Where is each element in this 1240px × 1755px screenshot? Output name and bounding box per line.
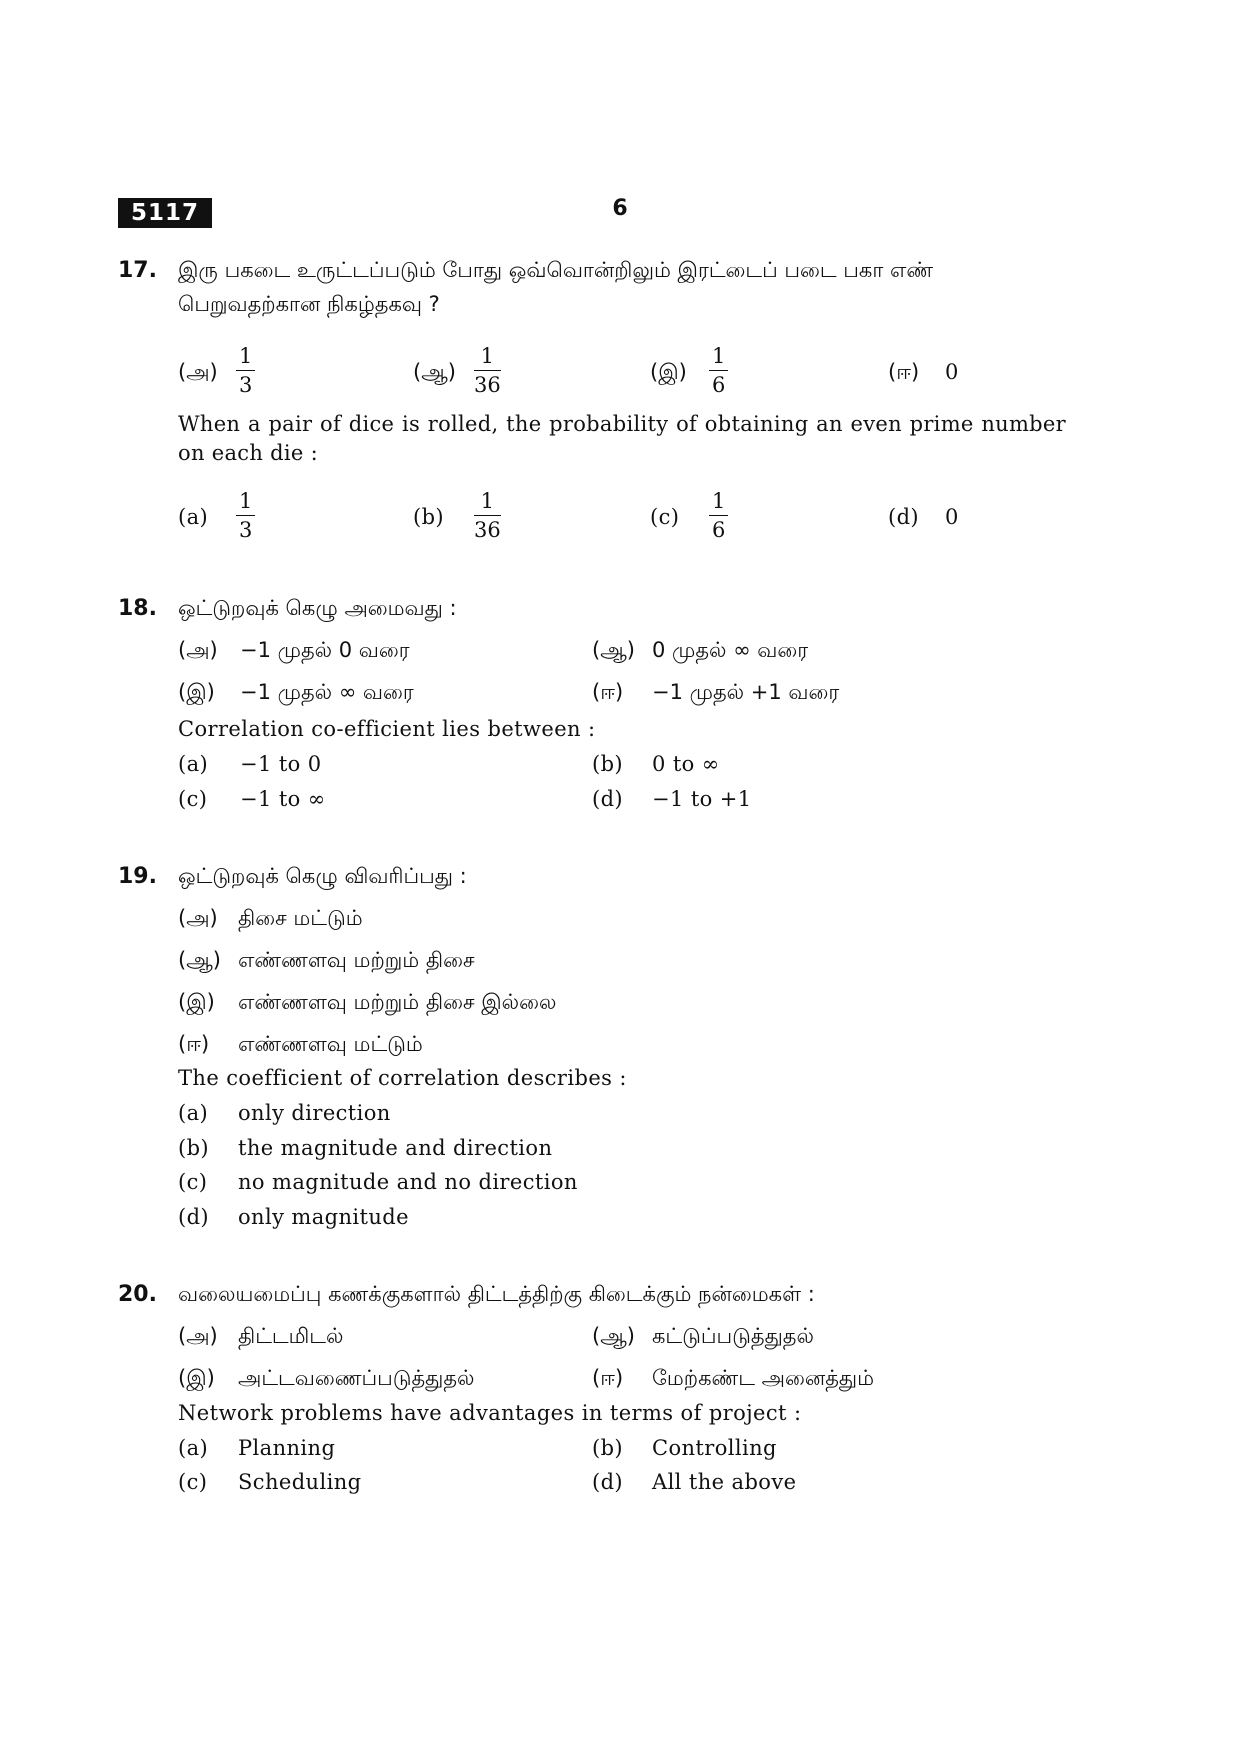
option-label: (a) (178, 1436, 209, 1460)
question-text-tamil: ஒட்டுறவுக் கெழு விவரிப்பது : (178, 864, 467, 888)
option-label: (இ) (178, 680, 215, 704)
option-text: எண்ணளவு மற்றும் திசை இல்லை (238, 990, 557, 1014)
option-text: only magnitude (238, 1205, 409, 1229)
option-text: 0 to ∞ (652, 752, 720, 776)
option-fraction: $\frac{1}{3}$ (236, 342, 255, 399)
option-label: (a) (178, 752, 209, 776)
option-label: (ஈ) (888, 360, 920, 384)
option-text: −1 முதல் ∞ வரை (240, 680, 414, 704)
option-text: எண்ணளவு மற்றும் திசை (238, 948, 475, 972)
question-number: 17. (118, 258, 157, 283)
question-text-english: The coefficient of correlation describes : (178, 1066, 627, 1090)
option-label: (d) (888, 505, 920, 529)
option-label: (ஈ) (178, 1032, 210, 1056)
question-text-tamil-cont: பெறுவதற்கான நிகழ்தகவு ? (178, 292, 440, 316)
question-number: 18. (118, 596, 157, 621)
option-text: no magnitude and no direction (238, 1170, 578, 1194)
option-label: (c) (650, 505, 680, 529)
option-label: (இ) (178, 990, 215, 1014)
question-text-tamil: இரு பகடை உருட்டப்படும் போது ஒவ்வொன்றிலும் இரட்டைப் படை பகா எண் (178, 258, 934, 282)
question-text-english: Network problems have advantages in terms of project : (178, 1401, 802, 1425)
option-text: −1 முதல் 0 வரை (240, 638, 410, 662)
option-text: Scheduling (238, 1470, 362, 1494)
option-text: −1 முதல் +1 வரை (652, 680, 840, 704)
option-label: (c) (178, 1470, 208, 1494)
option-text: 0 முதல் ∞ வரை (652, 638, 809, 662)
question-text-english: When a pair of dice is rolled, the probability of obtaining an even prime number on each die : (178, 412, 1066, 465)
option-value: 0 (945, 505, 959, 529)
question-number: 19. (118, 864, 157, 889)
option-fraction: $\frac{1}{3}$ (236, 487, 255, 544)
option-label: (ஆ) (178, 948, 221, 972)
option-label: (c) (178, 1170, 208, 1194)
option-label: (a) (178, 505, 209, 529)
option-label: (அ) (178, 360, 218, 384)
option-text: மேற்கண்ட அனைத்தும் (652, 1366, 875, 1390)
paper-code-badge: 5117 (118, 198, 212, 228)
option-label: (ஈ) (592, 1366, 624, 1390)
option-value: 0 (945, 360, 959, 384)
question-text-tamil: வலையமைப்பு கணக்குகளால் திட்டத்திற்கு கிடைக்கும் நன்மைகள் : (178, 1282, 815, 1306)
option-fraction: $\frac{1}{6}$ (709, 342, 728, 399)
question-number: 20. (118, 1282, 157, 1307)
option-text: அட்டவணைப்படுத்துதல் (238, 1366, 475, 1390)
option-label: (அ) (178, 638, 218, 662)
option-label: (b) (592, 752, 624, 776)
option-label: (அ) (178, 906, 218, 930)
option-label: (b) (178, 1136, 210, 1160)
option-fraction: $\frac{1}{36}$ (474, 489, 501, 542)
option-label: (ஆ) (413, 360, 456, 384)
option-text: திசை மட்டும் (238, 906, 363, 930)
option-label: (இ) (178, 1366, 215, 1390)
option-label: (d) (178, 1205, 210, 1229)
page-number: 6 (612, 196, 628, 221)
option-label: (ஈ) (592, 680, 624, 704)
option-label: (c) (178, 787, 208, 811)
option-label: (d) (592, 787, 624, 811)
option-text: the magnitude and direction (238, 1136, 553, 1160)
option-label: (b) (413, 505, 445, 529)
option-text: only direction (238, 1101, 391, 1125)
option-text: Controlling (652, 1436, 777, 1460)
option-label: (ஆ) (592, 638, 635, 662)
option-label: (d) (592, 1470, 624, 1494)
question-text-tamil: ஒட்டுறவுக் கெழு அமைவது : (178, 596, 457, 620)
option-label: (அ) (178, 1324, 218, 1348)
option-text: −1 to +1 (652, 787, 752, 811)
option-label: (ஆ) (592, 1324, 635, 1348)
option-text: எண்ணளவு மட்டும் (238, 1032, 423, 1056)
option-text: திட்டமிடல் (238, 1324, 344, 1348)
option-fraction: $\frac{1}{36}$ (474, 344, 501, 397)
option-fraction: $\frac{1}{6}$ (709, 487, 728, 544)
option-text: All the above (652, 1470, 797, 1494)
option-text: Planning (238, 1436, 336, 1460)
option-label: (a) (178, 1101, 209, 1125)
question-text-english: Correlation co-efficient lies between : (178, 717, 596, 741)
option-label: (b) (592, 1436, 624, 1460)
option-text: −1 to ∞ (240, 787, 326, 811)
option-text: −1 to 0 (240, 752, 322, 776)
option-label: (இ) (650, 360, 687, 384)
option-text: கட்டுப்படுத்துதல் (652, 1324, 814, 1348)
